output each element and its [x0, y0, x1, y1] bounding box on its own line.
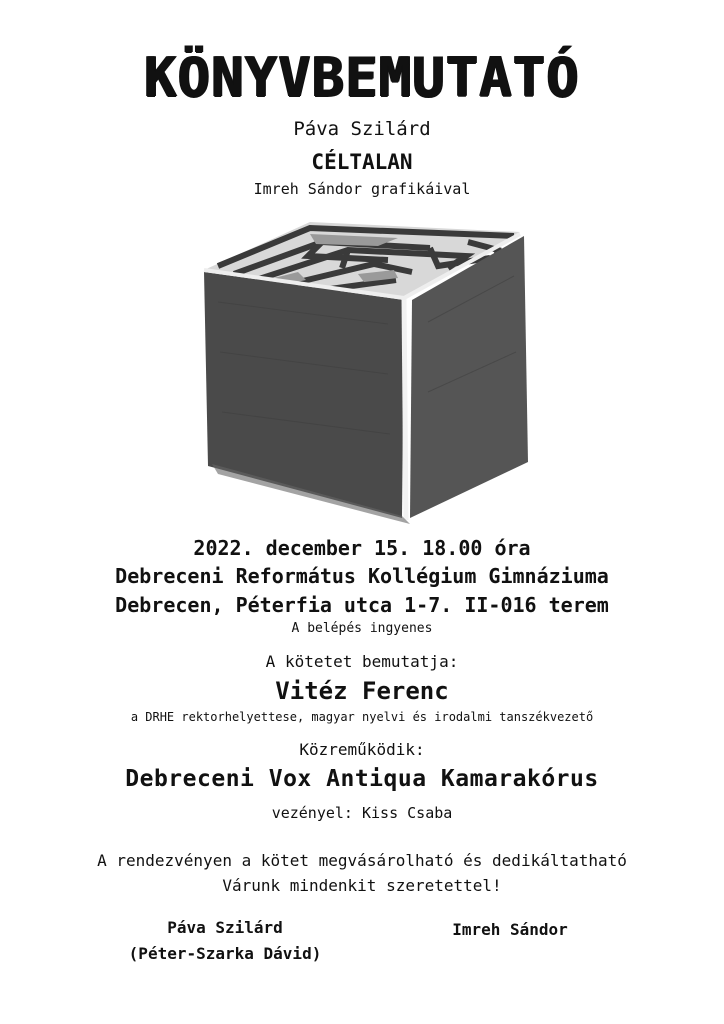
signature-right-name: Imreh Sándor	[452, 920, 568, 939]
performers-label: Közreműködik:	[299, 740, 425, 759]
event-venue: Debreceni Református Kollégium Gimnáziuma	[115, 564, 609, 588]
labyrinth-cube-graphic	[198, 212, 534, 524]
poster-title: KÖNYVBEMUTATÓ	[144, 46, 580, 109]
illustrations-credit: Imreh Sándor grafikáival	[253, 180, 471, 198]
choir-name: Debreceni Vox Antiqua Kamarakórus	[125, 766, 599, 792]
conductor-credit: vezényel: Kiss Csaba	[271, 804, 453, 822]
purchase-note: A rendezvényen a kötet megvásárolható és dedikáltatható	[97, 851, 627, 870]
cube-left-face	[204, 272, 404, 518]
presented-by-label: A kötetet bemutatja:	[265, 652, 459, 671]
welcome-note: Várunk mindenkit szeretettel!	[222, 876, 502, 895]
book-title: CÉLTALAN	[311, 150, 413, 174]
event-date-time: 2022. december 15. 18.00 óra	[193, 536, 531, 560]
event-address: Debrecen, Péterfia utca 1-7. II-016 terem	[115, 593, 609, 617]
presenter-role: a DRHE rektorhelyettese, magyar nyelvi és irodalmi tanszékvezető	[130, 710, 594, 724]
admission-note: A belépés ingyenes	[291, 621, 433, 636]
author-name: Páva Szilárd	[293, 118, 431, 140]
signature-left-name: Páva Szilárd	[167, 918, 283, 937]
cube-front-edge	[404, 298, 406, 520]
signature-left-alias: (Péter-Szarka Dávid)	[128, 944, 322, 963]
presenter-name: Vitéz Ferenc	[275, 677, 449, 705]
